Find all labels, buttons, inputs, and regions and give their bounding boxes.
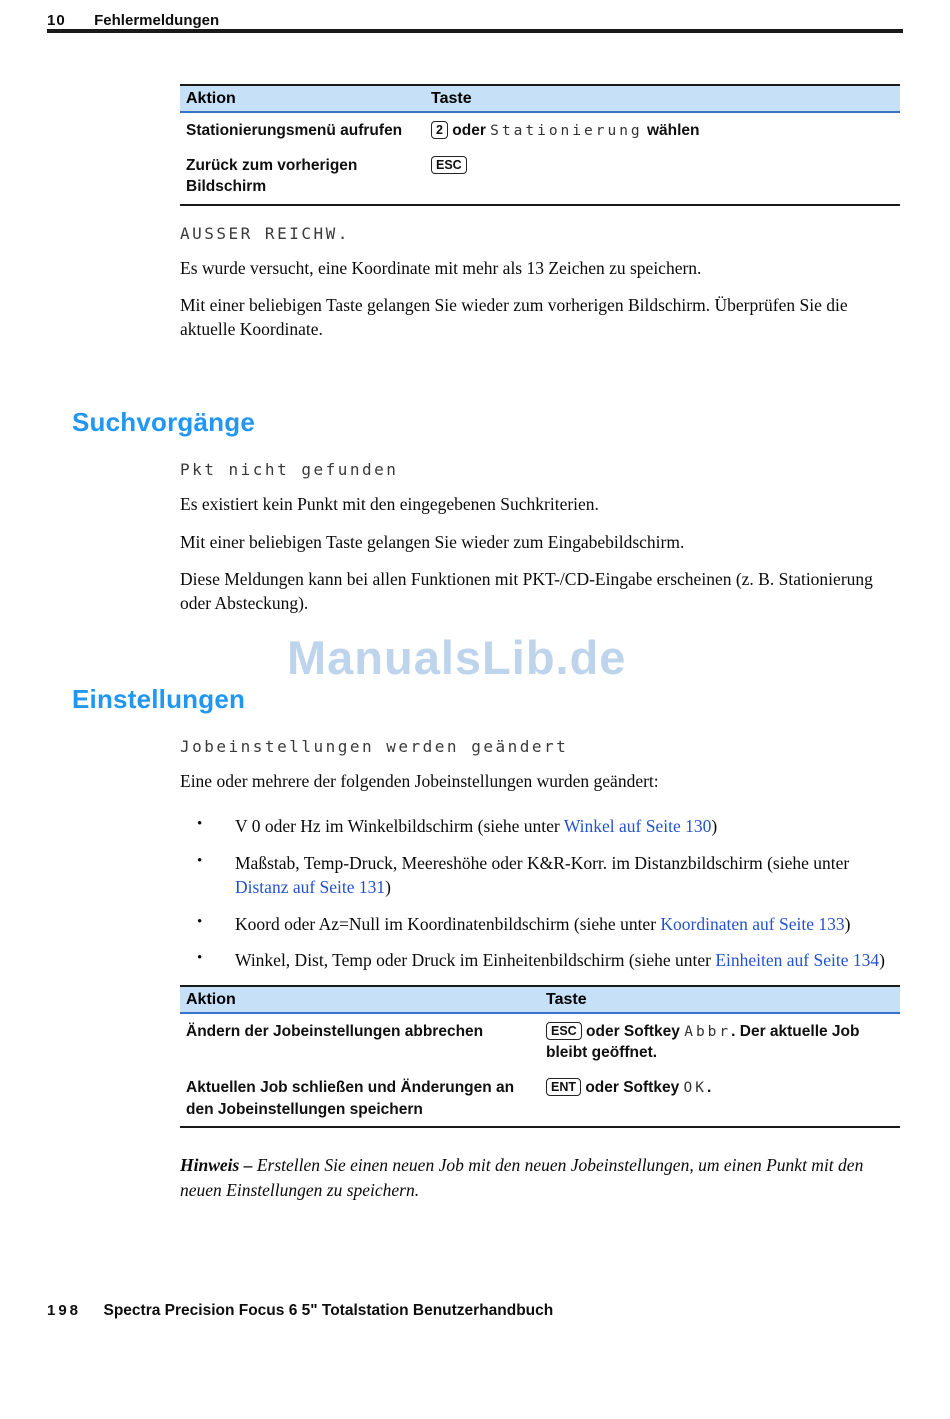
chapter-number: 10 — [47, 12, 66, 29]
note-label: Hinweis – — [180, 1155, 253, 1176]
esc-key-badge: ESC — [546, 1022, 582, 1040]
paragraph: Diese Meldungen kann bei allen Funktionen mit PKT-/CD-Eingabe erscheinen (z. B. Stationierung oder Absteckung). — [180, 568, 873, 613]
bullet-marker: • — [197, 913, 203, 930]
chapter-title: Fehlermeldungen — [94, 12, 220, 29]
lcd-error-message: Jobeinstellungen werden geändert — [180, 737, 569, 757]
link-einheiten-seite-134[interactable]: Einheiten auf Seite 134 — [715, 950, 880, 971]
table-row — [180, 148, 900, 204]
bullet-text: ) — [844, 913, 851, 934]
key-cell-text: oder Softkey — [586, 1022, 680, 1040]
list-item — [180, 948, 900, 973]
table-row — [180, 113, 900, 148]
bullet-text: ) — [879, 950, 885, 971]
page-number: 198 — [47, 1302, 82, 1319]
bullet-marker: • — [197, 816, 203, 833]
bullet-text: ) — [385, 877, 391, 898]
table-header-taste: Taste — [546, 990, 587, 1008]
list-item — [180, 912, 900, 937]
action-cell: Ändern der Jobeinstellungen abbrechen — [186, 1022, 484, 1040]
table-header-taste: Taste — [431, 90, 472, 107]
key-cell-text: wählen — [646, 122, 700, 139]
esc-key-badge: ESC — [431, 156, 467, 174]
key-cell-text: oder Softkey — [585, 1079, 680, 1097]
link-koordinaten-seite-133[interactable]: Koordinaten auf Seite 133 — [660, 913, 845, 934]
lcd-error-message: AUSSER REICHW. — [180, 224, 350, 244]
paragraph: Mit einer beliebigen Taste gelangen Sie wieder zum Eingabebildschirm. — [180, 531, 685, 552]
list-item — [180, 851, 900, 900]
key-2-badge: 2 — [431, 121, 448, 139]
section-heading-suchvorgaenge: Suchvorgänge — [72, 407, 255, 438]
bullet-text: V 0 oder Hz im Winkelbildschirm (siehe unter — [235, 816, 564, 837]
page-header — [47, 12, 903, 30]
action-cell: Zurück zum vorherigen Bildschirm — [186, 156, 358, 196]
page-flow — [0, 84, 950, 1202]
bullet-marker: • — [197, 950, 203, 967]
table-header-row — [180, 84, 900, 113]
lcd-softkey-label: Abbr — [684, 1023, 732, 1040]
ent-key-badge: ENT — [546, 1078, 581, 1096]
table-row — [180, 1070, 900, 1126]
key-cell-text: oder — [452, 122, 486, 139]
note-text: Erstellen Sie einen neuen Job mit den neuen Jobeinstellungen, um einen Punkt mit den neuen Einstellungen zu speichern. — [180, 1155, 864, 1200]
list-item — [180, 814, 900, 839]
section-heading-einstellungen: Einstellungen — [72, 684, 246, 715]
table-row — [180, 1014, 900, 1070]
paragraph: Es existiert kein Punkt mit den eingegebenen Suchkriterien. — [180, 494, 599, 515]
key-cell-text: . Der aktuelle Job bleibt geöffnet. — [546, 1022, 860, 1062]
action-key-table-2 — [180, 985, 900, 1129]
bullet-text: Maßstab, Temp-Druck, Meereshöhe oder K&R-Korr. im Distanzbildschirm (siehe unter — [235, 852, 850, 873]
lcd-error-message: Pkt nicht gefunden — [180, 460, 399, 480]
key-cell — [425, 120, 900, 142]
settings-bullet-list — [180, 814, 900, 973]
bullet-text: Winkel, Dist, Temp oder Druck im Einheitenbildschirm (siehe unter — [235, 950, 716, 971]
paragraph: Es wurde versucht, eine Koordinate mit mehr als 13 Zeichen zu speichern. — [180, 258, 702, 279]
note — [180, 1153, 900, 1202]
bullet-text: ) — [711, 816, 718, 837]
action-cell: Aktuellen Job schließen und Änderungen an den Jobeinstellungen speichern — [186, 1079, 515, 1118]
watermark: ManualsLib.de — [287, 631, 627, 684]
table-header-row — [180, 985, 900, 1014]
paragraph: Mit einer beliebigen Taste gelangen Sie wieder zum vorherigen Bildschirm. Überprüfen Sie die aktuelle Koordinate. — [180, 295, 848, 340]
action-key-table-1 — [180, 84, 900, 206]
link-distanz-seite-131[interactable]: Distanz auf Seite 131 — [235, 877, 386, 898]
bullet-text: Koord oder Az=Null im Koordinatenbildschirm (siehe unter — [235, 913, 661, 934]
key-cell — [425, 155, 900, 198]
table-header-aktion: Aktion — [186, 90, 236, 107]
footer-title: Spectra Precision Focus 6 5" Totalstation Benutzerhandbuch — [103, 1302, 554, 1319]
bullet-marker: • — [197, 852, 203, 869]
paragraph: Eine oder mehrere der folgenden Jobeinstellungen wurden geändert: — [180, 771, 659, 792]
link-winkel-seite-130[interactable]: Winkel auf Seite 130 — [563, 816, 712, 837]
table-header-aktion: Aktion — [186, 990, 236, 1008]
key-cell — [540, 1077, 900, 1120]
key-cell-text: . — [706, 1079, 712, 1097]
lcd-softkey-label: OK — [683, 1080, 707, 1097]
key-cell — [540, 1021, 900, 1064]
header-rule — [47, 29, 903, 33]
page-footer — [47, 1302, 553, 1320]
lcd-menu-label: Stationierung — [490, 123, 643, 139]
action-cell: Stationierungsmenü aufrufen — [186, 122, 403, 139]
